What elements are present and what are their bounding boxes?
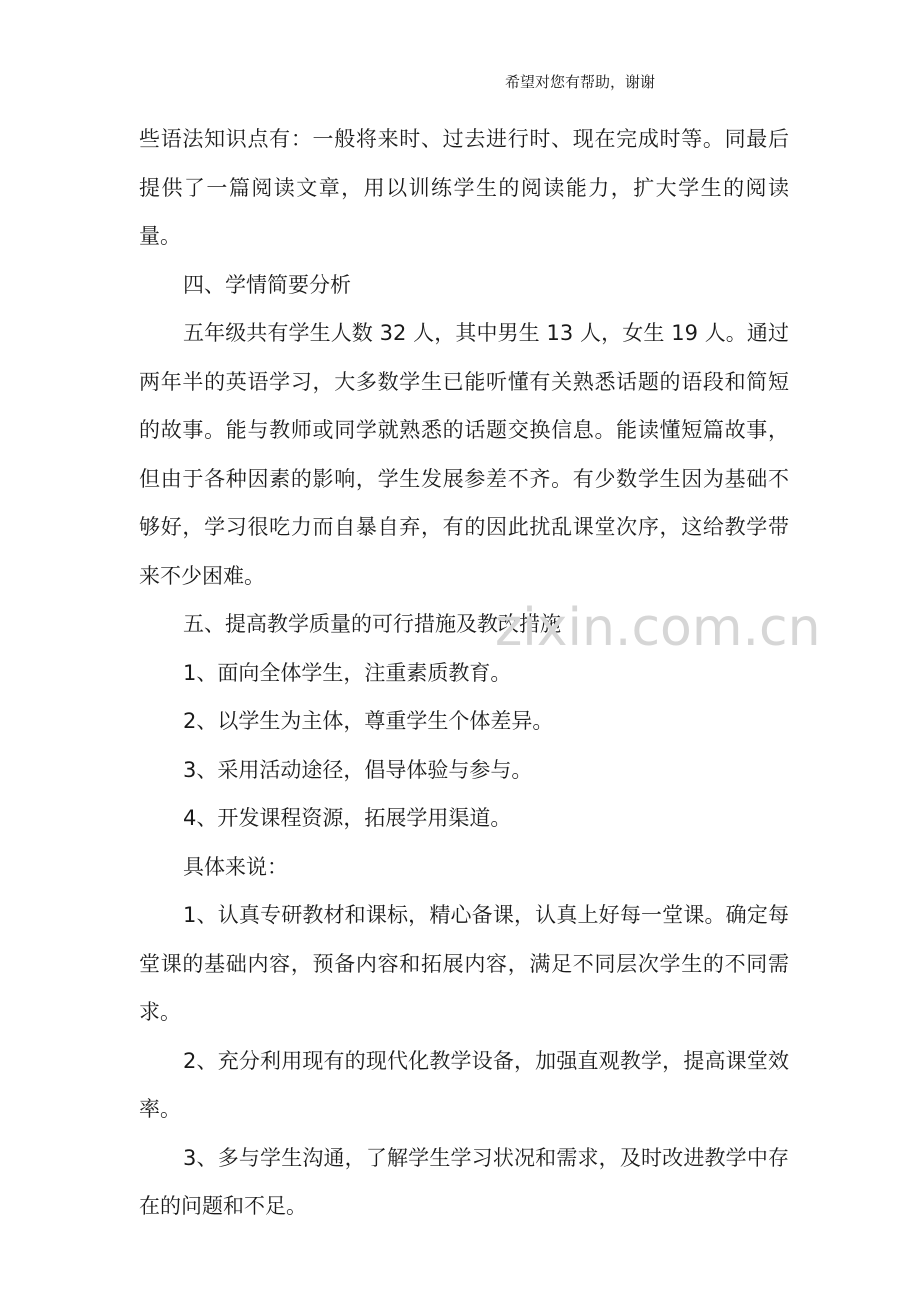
measure-item-2: 2、以学生为主体，尊重学生个体差异。 [183,709,554,733]
document-body [139,115,789,1231]
paragraph-grammar-points: 些语法知识点有：一般将来时、过去进行时、现在完成时等。同最后提供了一篇阅读文章，用以训练学生的阅读能力，扩大学生的阅读量。 [139,127,789,248]
specific-item-3: 3、多与学生沟通，了解学生学习状况和需求，及时改进教学中存在的问题和不足。 [139,1145,789,1218]
section-heading-4: 四、学情简要分析 [183,272,351,297]
header-note: 希望对您有帮助，谢谢 [505,73,656,91]
measure-item-3: 3、采用活动途径，倡导体验与参与。 [183,757,533,782]
specifics-label: 具体来说： [183,854,288,879]
specific-item-2: 2、充分利用现有的现代化教学设备，加强直观教学，提高课堂效率。 [139,1048,789,1121]
measure-item-1: 1、面向全体学生，注重素质教育。 [183,660,512,685]
measure-item-4: 4、开发课程资源，拓展学用渠道。 [183,806,512,830]
watermark: zixin.com.cn [495,598,821,658]
specific-item-1: 1、认真专研教材和课标，精心备课，认真上好每一堂课。确定每堂课的基础内容，预备内容和拓展内容，满足不同层次学生的不同需求。 [139,903,789,1024]
section-heading-5: 五、提高教学质量的可行措施及教改措施 [183,612,561,636]
paragraph-student-analysis: 五年级共有学生人数 32 人，其中男生 13 人，女生 19 人。通过两年半的英语学习，大多数学生已能听懂有关熟悉话题的语段和简短的故事。能与教师或同学就熟悉的话题交换信息。能读懂短篇故事，但由于各种因素的影响，学生发展参差不齐。有少数学生因为基础不够好，学习很吃力而自暴自弃，有的因此扰乱课堂次序，这给教学带来不少困难。 [139,321,789,588]
